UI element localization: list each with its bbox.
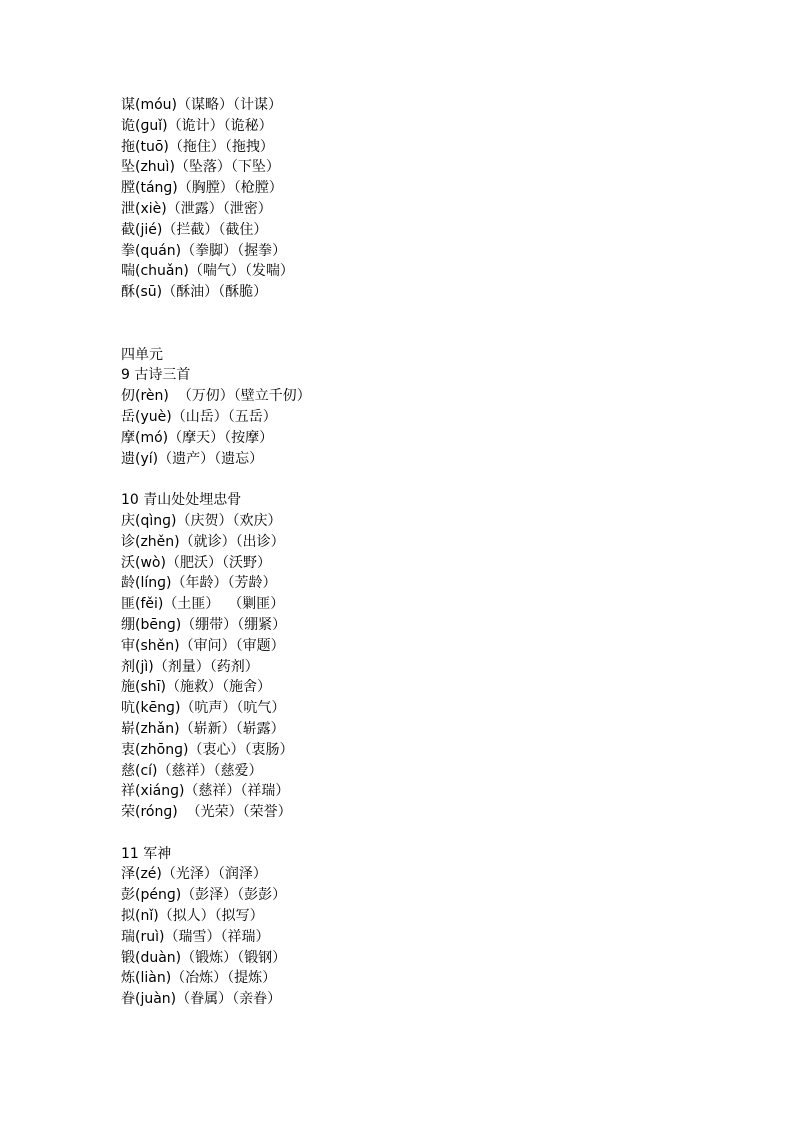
vocab-entry: 酥(sū)（酥油）（酥脆） [121,284,268,301]
vocab-entry: 瑞(ruì)（瑞雪）（祥瑞） [121,928,270,945]
vocab-entry: 崭(zhǎn)（崭新）（崭露） [121,720,285,737]
lesson-9 [121,365,311,469]
vocab-entry: 诊(zhěn)（就诊）（出诊） [121,533,285,550]
vocab-entry: 审(shěn)（审问）（审题） [121,637,285,654]
vocab-entry: 匪(fěi)（土匪） （剿匪） [121,596,285,613]
document-body [121,95,311,1010]
vocab-entry: 剂(jì)（剂量）（药剂） [121,658,259,675]
vocab-entry: 诡(ɡuǐ)（诡计）（诡秘） [121,117,273,134]
vocab-entry: 谋(móu)（谋略）（计谋） [121,97,282,113]
vocab-entry: 沃(wò)（肥沃）（沃野） [121,554,271,571]
vocab-entry: 拖(tuō)（拖住）（拖拽） [121,138,274,155]
lesson-10 [121,490,311,823]
vocab-entry: 膛(tánɡ)（胸膛）（枪膛） [121,180,283,197]
vocab-entry: 摩(mó)（摩天）（按摩） [121,429,274,446]
vocab-entry: 炼(liàn)（冶炼）（提炼） [121,970,277,987]
vocab-entry: 彭(pénɡ)（彭泽）（彭彭） [121,887,287,904]
vocab-entry: 泽(zé)（光泽）（润泽） [121,866,267,883]
unit-title: 四单元 [121,346,163,363]
vocab-block-1 [121,95,311,303]
vocab-entry: 衷(zhōnɡ)（衷心）（衷肠） [121,741,294,758]
vocab-entry: 仞(rèn) （万仞）（壁立千仞） [121,388,311,405]
vocab-entry: 遗(yí)（遗产）（遗忘） [121,450,264,467]
lesson-title: 11 军神 [121,845,172,862]
vocab-entry: 岳(yuè)（山岳）（五岳） [121,408,277,425]
vocab-entry: 喘(chuǎn)（喘气）（发喘） [121,263,294,280]
vocab-entry: 锻(duàn)（锻炼）（锻钢） [121,949,287,966]
vocab-entry: 眷(juàn)（眷属）（亲眷） [121,991,282,1008]
vocab-entry: 绷(bēnɡ)（绷带）（绷紧） [121,616,287,633]
vocab-entry: 龄(línɡ)（年龄）（芳龄） [121,575,277,592]
vocab-entry: 截(jié)（拦截）（截住） [121,221,268,238]
lesson-title: 10 青山处处埋忠骨 [121,492,242,509]
vocab-entry: 荣(rónɡ) （光荣）（荣誉） [121,804,292,821]
vocab-entry: 泄(xiè)（泄露）（泄密） [121,200,272,217]
vocab-entry: 拳(quán)（拳脚）（握拳） [121,242,287,259]
vocab-entry: 庆(qìnɡ)（庆贺）（欢庆） [121,512,282,529]
lesson-11 [121,844,311,1010]
vocab-entry: 拟(nǐ)（拟人）（拟写） [121,908,264,925]
vocab-entry: 慈(cí)（慈祥）（慈爱） [121,762,263,779]
vocab-entry: 祥(xiánɡ)（慈祥）（祥瑞） [121,783,290,800]
vocab-entry: 施(shī)（施救）（施舍） [121,679,271,696]
lesson-title: 9 古诗三首 [121,367,191,384]
vocab-entry: 吭(kēnɡ)（吭声）（吭气） [121,700,286,717]
vocab-entry: 坠(zhuì)（坠落）（下坠） [121,159,280,176]
